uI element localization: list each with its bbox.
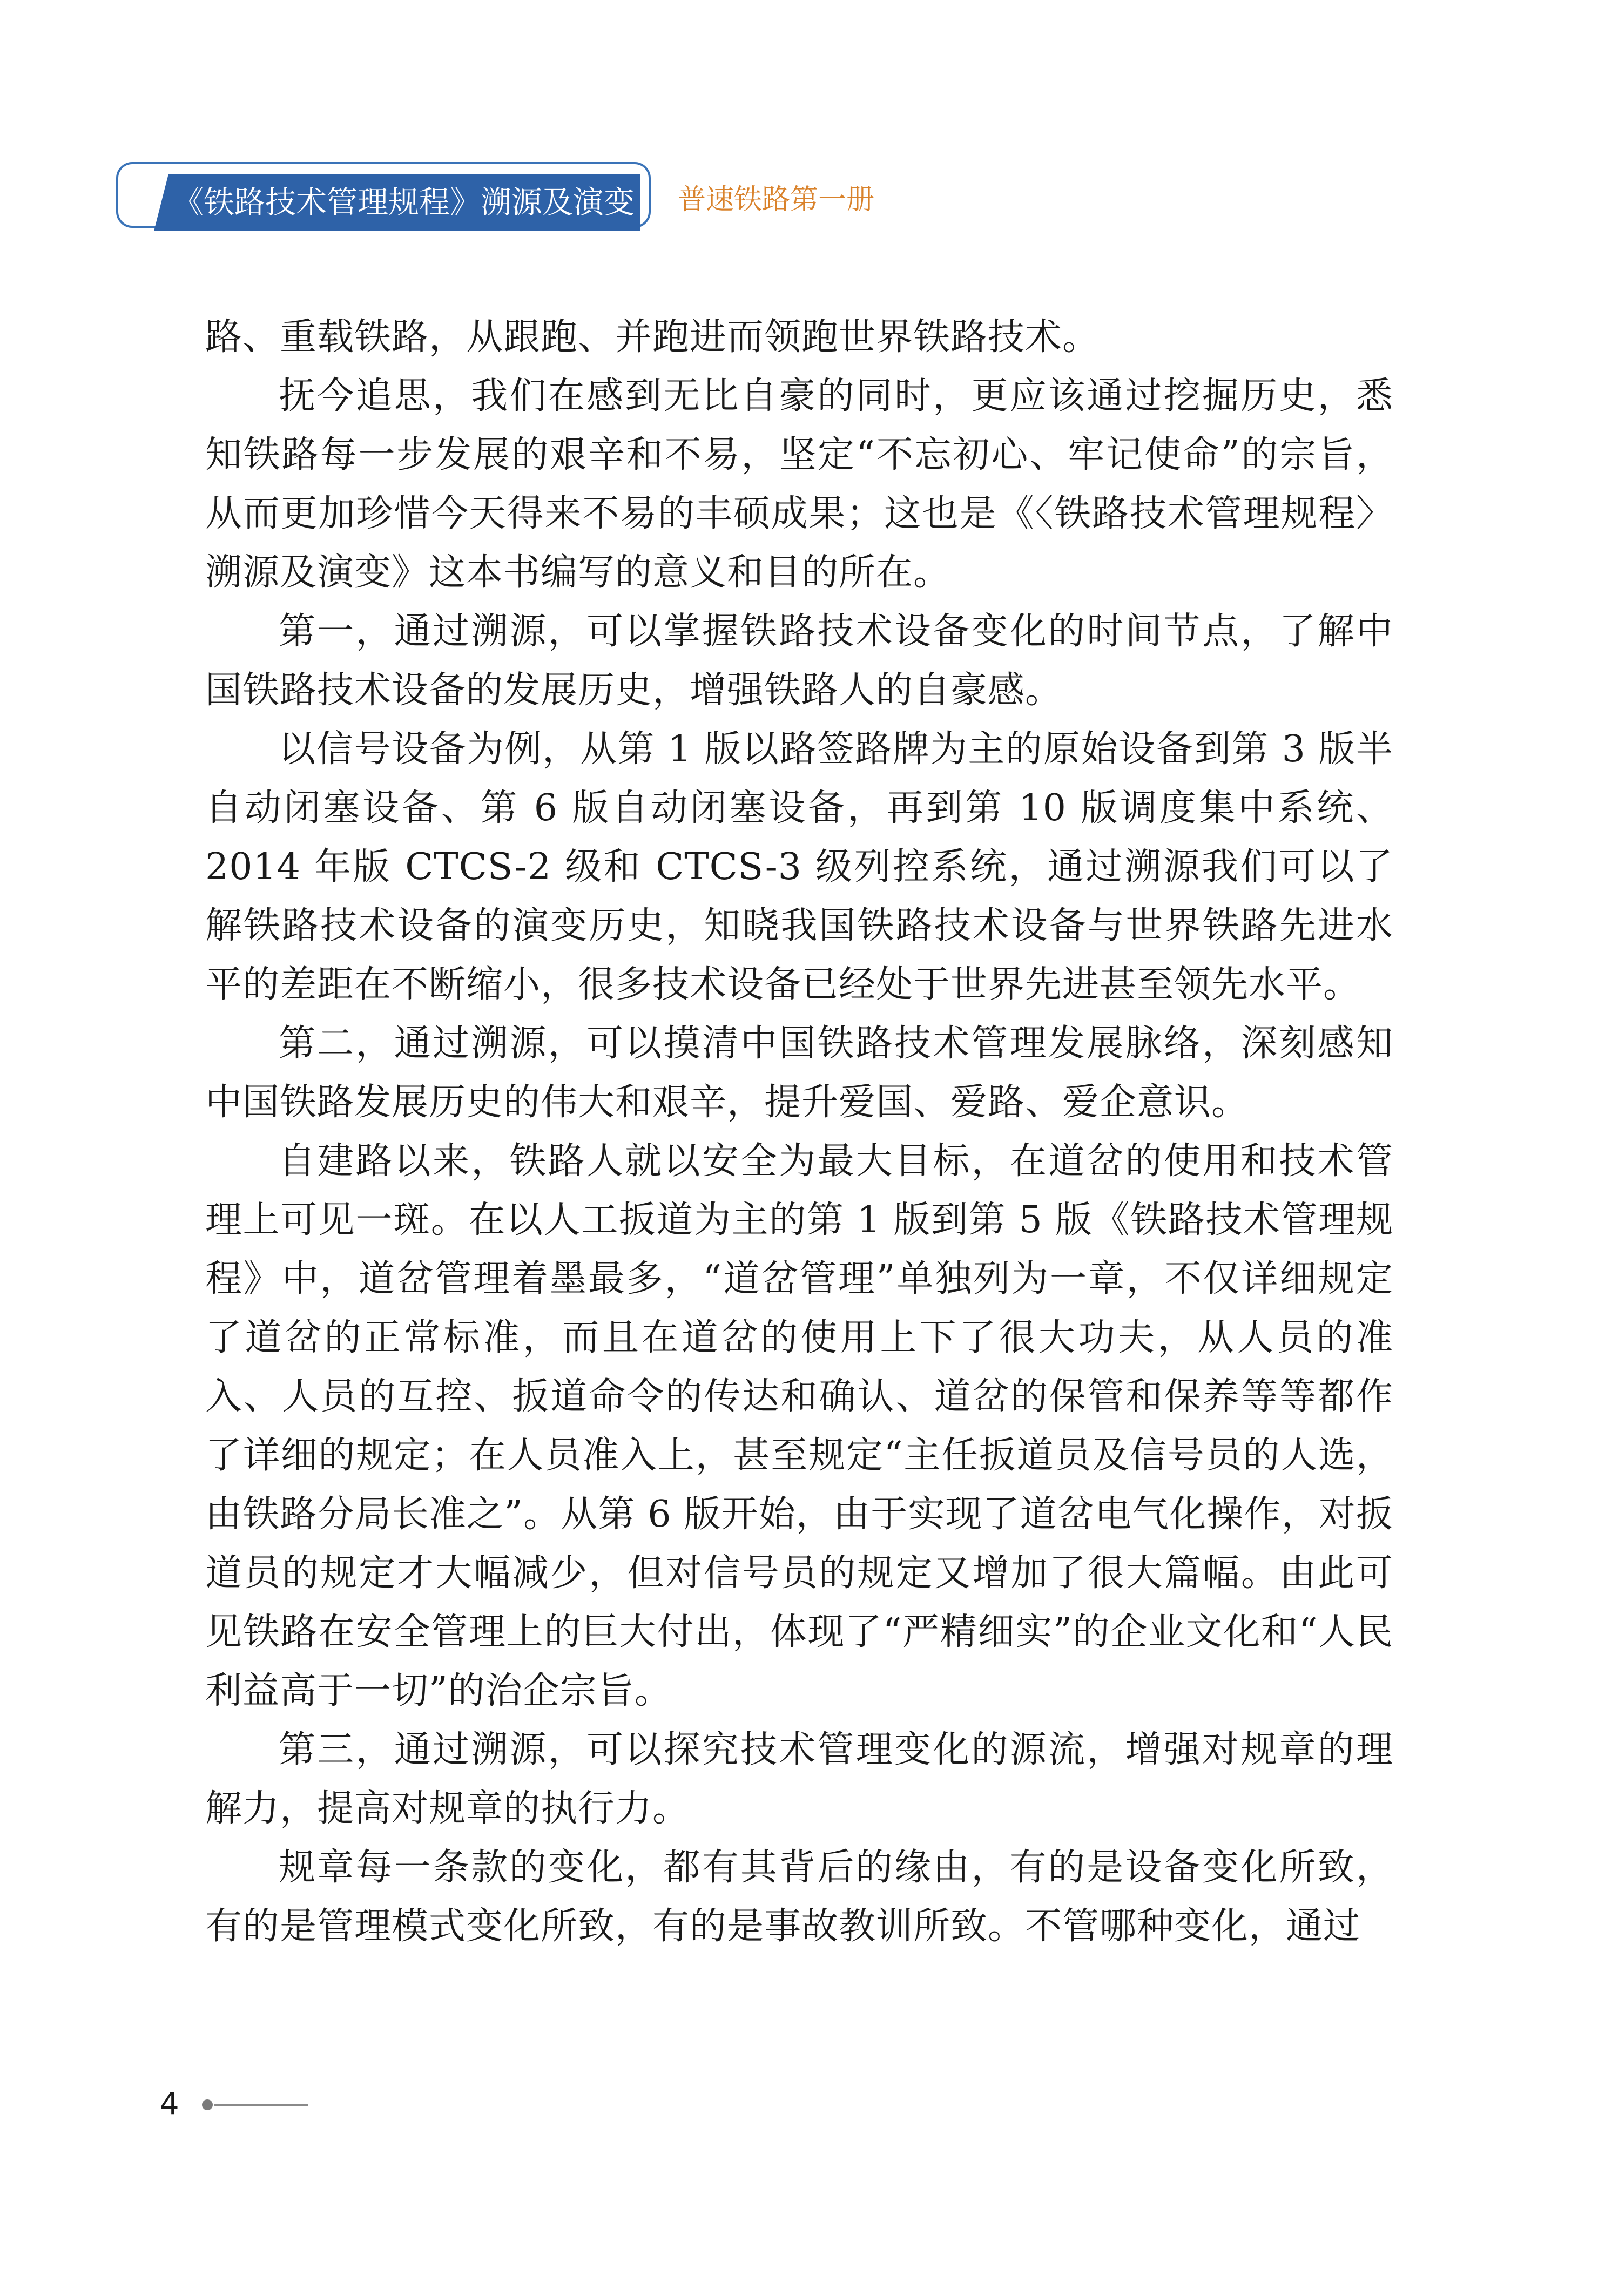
page-number: 4 (160, 2086, 179, 2122)
paragraph-8: 规章每一条款的变化，都有其背后的缘由，有的是设备变化所致，有的是管理模式变化所致，有的是事故教训所致。不管哪种变化，通过 (205, 1846, 1393, 1948)
paragraph-7: 第三，通过溯源，可以探究技术管理变化的源流，增强对规章的理解力，提高对规章的执行力。 (205, 1728, 1393, 1830)
running-header (116, 162, 656, 234)
paragraph-2: 抚今追思，我们在感到无比自豪的同时，更应该通过挖掘历史，悉知铁路每一步发展的艰辛和不易，坚定“不忘初心、牢记使命”的宗旨，从而更加珍惜今天得来不易的丰硕成果；这也是《〈铁路技术管理规程〉溯源及演变》这本书编写的意义和目的所在。 (205, 375, 1393, 594)
footer-dot (202, 2099, 213, 2110)
paragraph-5: 第二，通过溯源，可以摸清中国铁路技术管理发展脉络，深刻感知中国铁路发展历史的伟大和艰辛，提升爱国、爱路、爱企意识。 (205, 1022, 1393, 1124)
paragraph-3: 第一，通过溯源，可以掌握铁路技术设备变化的时间节点，了解中国铁路技术设备的发展历史，增强铁路人的自豪感。 (205, 610, 1393, 712)
paragraph-6: 自建路以来，铁路人就以安全为最大目标，在道岔的使用和技术管理上可见一斑。在以人工扳道为主的第 1 版到第 5 版《铁路技术管理规程》中，道岔管理着墨最多，“道岔管理”单独列为一章，不仅详细规定了道岔的正常标准，而且在道岔的使用上下了很大功夫，从人员的准入、人员的互控、扳道命令的传达和确认、道岔的保管和保养等等都作了详细的规定；在人员准入上，甚至规定“主任扳道员及信号员的人选，由铁路分局长准之”。从第 6 版开始，由于实现了道岔电气化操作，对扳道员的规定才大幅减少，但对信号员的规定又增加了很大篇幅。由此可见铁路在安全管理上的巨大付出，体现了“严精细实”的企业文化和“人民利益高于一切”的治企宗旨。 (205, 1140, 1393, 1712)
volume-title: 普速铁路第一册 (678, 184, 875, 216)
book-title: 《铁路技术管理规程》溯源及演变 (173, 185, 635, 220)
paragraph-4: 以信号设备为例，从第 1 版以路签路牌为主的原始设备到第 3 版半自动闭塞设备、第 6 版自动闭塞设备，再到第 10 版调度集中系统、2014 年版 CTCS-2 级和 CTCS-3 级列控系统，通过溯源我们可以了解铁路技术设备的演变历史，知晓我国铁路技术设备与世界铁路先进水平的差距在不断缩小，很多技术设备已经处于世界先进甚至领先水平。 (205, 728, 1393, 1006)
body-text (205, 308, 1393, 1956)
paragraph-1: 路、重载铁路，从跟跑、并跑进而领跑世界铁路技术。 (205, 316, 1100, 359)
footer-rule (214, 2104, 308, 2106)
